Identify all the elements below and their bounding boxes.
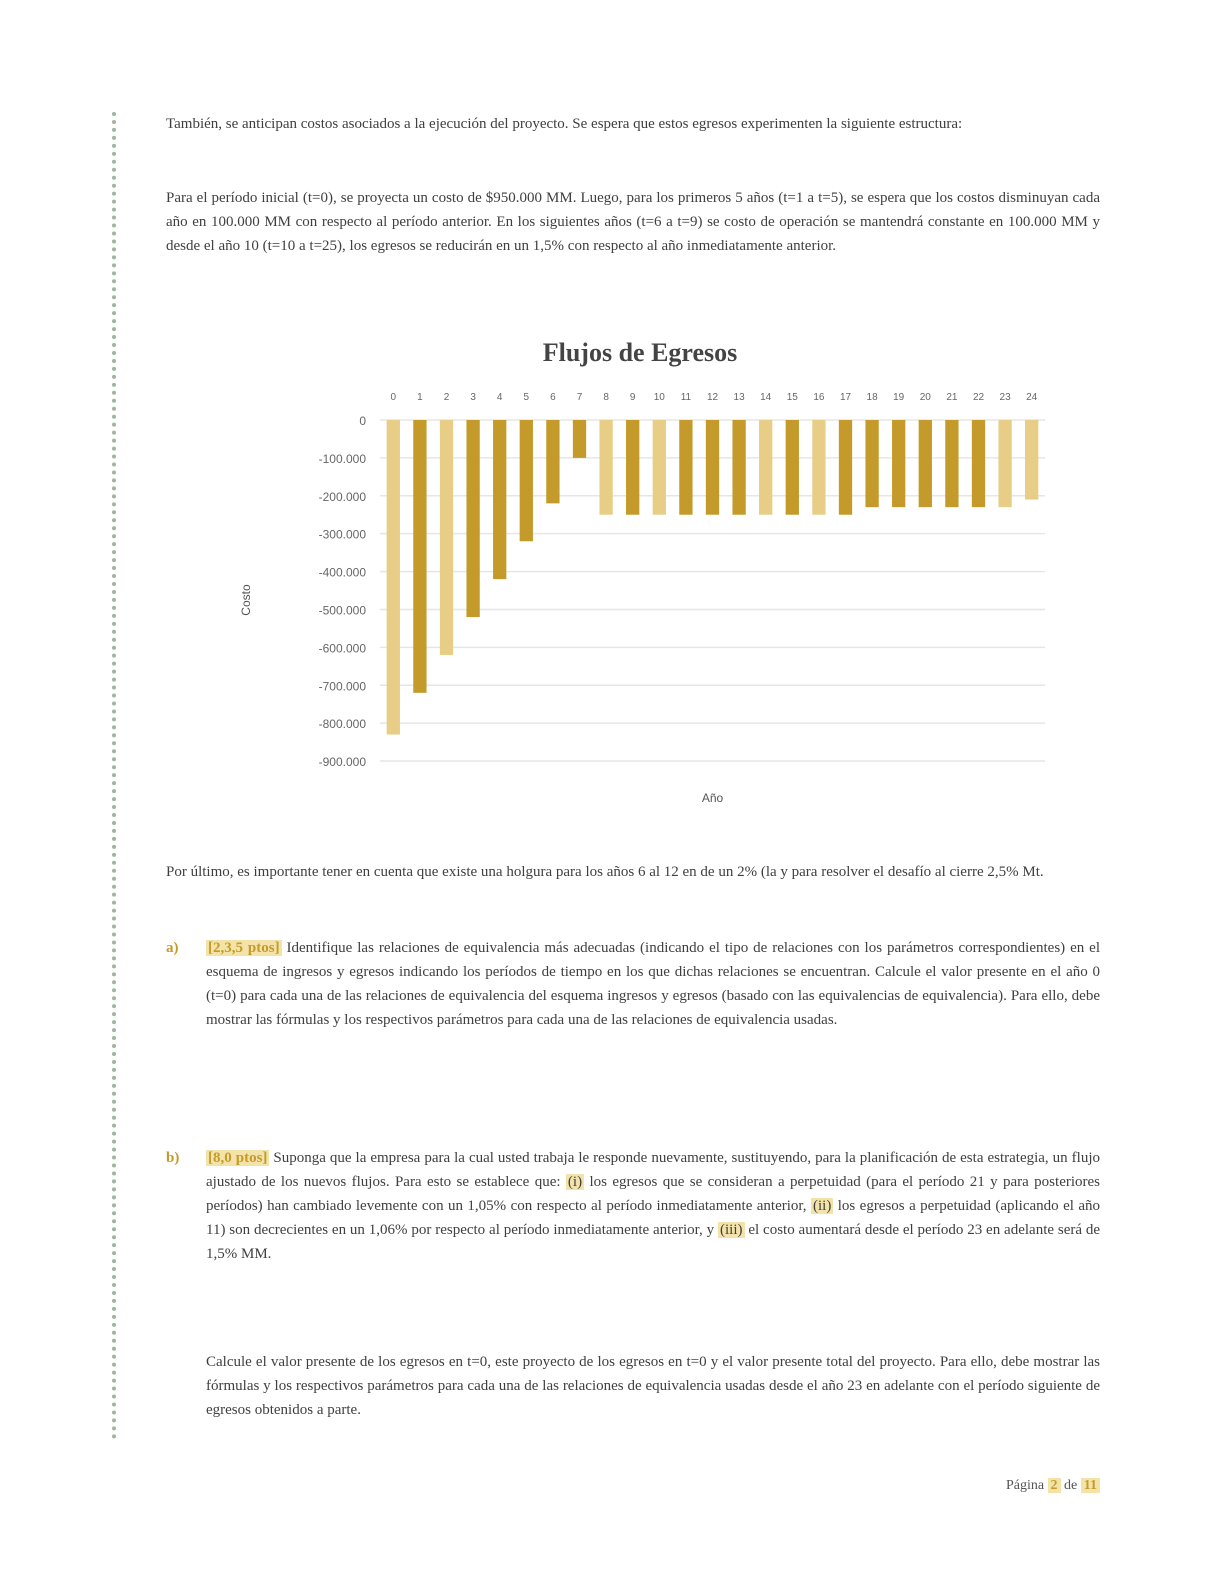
question-b-text-1: Suponga que la empresa para la cual usted trabaja le responde nuevamente, sustituyendo, para la planificación de esta estrategia, un flujo ajustado de los nuevos flujos. Para esto se establece que: [206,1150,1100,1190]
chart-bar [812,420,825,515]
chart-bar [972,420,985,507]
y-tick-label: -400.000 [318,565,366,580]
y-tick-label: -600.000 [318,641,366,656]
margin-dotted-line [112,112,116,1440]
chart-bar [626,420,639,515]
chart-bar [945,420,958,507]
y-tick-label: -300.000 [318,527,366,542]
chart-bar [998,420,1011,507]
question-a-marker: a) [166,940,179,956]
x-axis-title: Año [701,791,724,805]
x-tick-label: 18 [866,392,878,403]
x-tick-label: 20 [919,392,931,403]
chart-bar [865,420,878,507]
footer-total-pages: 11 [1081,1478,1100,1493]
x-tick-label: 15 [786,392,798,403]
paragraph-costs-structure: Para el período inicial (t=0), se proyecta un costo de $950.000 MM. Luego, para los primeros 5 años (t=1 a t=5), se espera que los costos disminuyan cada año en 100.000 MM con respecto al período anterior. En los siguientes años (t=6 a t=9) se costo de operación se mantendrá constante en 100.000 MM y desde el año 10 (t=10 a t=25), los egresos se reducirán en un 1,5% con respecto al año inmediatamente anterior. [166,190,1100,254]
x-tick-label: 4 [496,392,503,403]
x-tick-label: 21 [946,392,958,403]
footer-label: Página [1005,1478,1045,1493]
question-b [166,1146,1100,1266]
chart-bar [520,420,533,541]
paragraph-holgura: Por último, es importante tener en cuenta que existe una holgura para los años 6 al 12 en de un 2% (la y para resolver el desafío al cierre 2,5% Mt. [166,864,1044,880]
footer-of: de [1064,1478,1078,1493]
x-tick-label: 2 [443,392,450,403]
chart-bar [573,420,586,458]
chart-bar [653,420,666,515]
x-tick-label: 7 [576,392,583,403]
y-tick-label: 0 [359,414,366,428]
x-tick-label: 10 [653,392,665,403]
chart-bar [919,420,932,507]
x-tick-label: 5 [523,392,530,403]
page-footer [1006,1478,1100,1494]
footer-page-number: 2 [1048,1478,1061,1493]
chart-bar [679,420,692,515]
chart-bar [732,420,745,515]
x-tick-label: 24 [1026,392,1038,403]
x-tick-label: 1 [417,392,423,403]
question-b-part-i: (i) [567,1174,583,1190]
chart-bar [493,420,506,579]
question-b-part-ii: (ii) [812,1198,832,1214]
chart-bar [440,420,453,655]
y-tick-label: -900.000 [318,755,366,770]
question-b-paragraph-2: Calcule el valor presente de los egresos en t=0, este proyecto de los egresos en t=0 y el valor presente total del proyecto. Para ello, debe mostrar las fórmulas y los respectivos parámetros para cada una de las relaciones de equivalencia usadas desde el año 23 en adelante con el período siguiente de egresos obtenidos a parte. [206,1354,1100,1418]
paragraph-costs-intro: También, se anticipan costos asociados a la ejecución del proyecto. Se espera que estos egresos experimenten la siguiente estructura: [166,116,963,132]
y-axis-title: Costo [239,584,253,616]
x-tick-label: 0 [390,392,397,403]
question-b-part-iii: (iii) [720,1222,743,1238]
x-tick-label: 3 [470,392,476,403]
y-tick-label: -200.000 [318,489,366,504]
question-b-text-3: los egresos a perpetuidad (aplicando el año 11) son decrecientes en un 1,06% por respecto al período inmediatamente anterior, y [206,1198,1100,1238]
x-tick-label: 13 [733,392,745,403]
chart-bar [892,420,905,507]
x-tick-label: 23 [999,392,1011,403]
x-tick-label: 11 [680,392,692,403]
x-tick-label: 8 [603,392,609,403]
chart-bar [387,420,400,735]
x-tick-label: 16 [813,392,825,403]
chart-bar [839,420,852,515]
chart-bar [1025,420,1038,500]
x-tick-label: 19 [893,392,905,403]
chart-bar [599,420,612,515]
chart-bar [759,420,772,515]
y-tick-label: -800.000 [318,717,366,732]
x-tick-label: 17 [839,392,852,403]
question-b-text-2: los egresos que se consideran a perpetuidad (para el período 21 y para posteriores períodos) han cambiado levemente con un 1,05% con respecto al período inmediatamente anterior, [206,1174,1100,1214]
y-tick-label: -100.000 [318,451,366,466]
y-tick-label: -500.000 [318,603,366,618]
chart-bar [786,420,799,515]
y-tick-label: -700.000 [318,679,366,694]
x-tick-label: 6 [550,392,556,403]
chart-bar [413,420,426,693]
question-a-text: Identifique las relaciones de equivalencia más adecuadas (indicando el tipo de relaciones con los parámetros correspondientes) en el esquema de ingresos y egresos indicando los períodos de tiempo en los que dichas relaciones se encuentran. Calcule el valor presente en el año 0 (t=0) para cada una de las relaciones de equivalencia del esquema ingresos y egresos (basado con las equivalencias de equivalencia). Para ello, debe mostrar las fórmulas y los respectivos parámetros para cada una de las relaciones de equivalencia usadas. [206,940,1100,1028]
x-tick-label: 14 [760,392,772,403]
question-b-marker: b) [166,1150,180,1166]
chart-title: Flujos de Egresos [542,338,738,367]
chart-bar [546,420,559,503]
x-tick-label: 12 [706,392,719,403]
chart-bar [706,420,719,515]
x-tick-label: 22 [972,392,985,403]
x-tick-label: 9 [629,392,636,403]
question-b-text-4: el costo aumentará desde el período 23 en adelante será de 1,5% MM. [206,1222,1101,1262]
egresos-bar-chart [230,380,1060,820]
question-b-points: [8,0 ptos] [208,1150,268,1166]
question-a [166,936,1100,1032]
chart-bar [466,420,479,617]
question-a-points: [2,3,5 ptos] [208,940,280,956]
